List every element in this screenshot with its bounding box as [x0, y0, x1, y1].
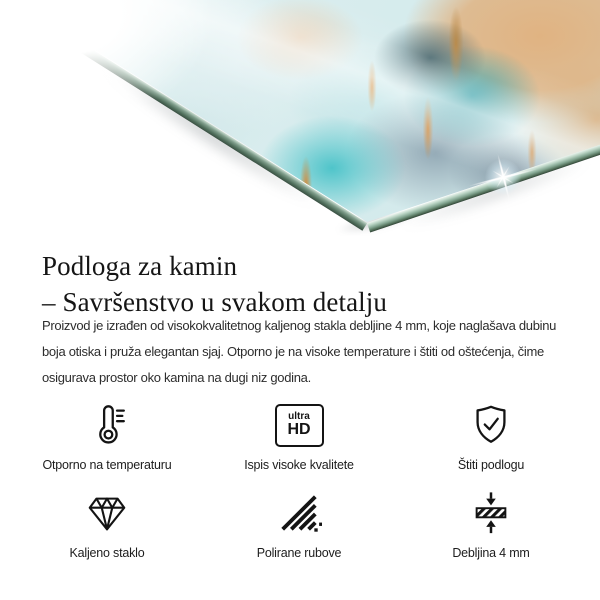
feature-protection	[395, 400, 587, 472]
feature-label: Polirane rubove	[256, 546, 342, 560]
thermometer-icon	[84, 400, 130, 450]
page-title	[42, 248, 387, 320]
description-line: osigurava prostor oko kamina na dugi niz godina.	[42, 370, 311, 385]
thickness-icon	[468, 488, 514, 538]
description-line: boja otiska i pruža elegantan sjaj. Otporno je na visoke temperature i štiti od oštećenja, čime	[42, 344, 544, 359]
page-title-line2: – Savršenstvo u svakom detalju	[42, 287, 387, 318]
feature-label: Debljina 4 mm	[452, 546, 530, 560]
feature-tempered-glass	[11, 488, 203, 560]
feature-label: Otporno na temperaturu	[42, 458, 172, 472]
shield-check-icon	[468, 400, 514, 450]
hero-product-image	[0, 0, 600, 236]
description-line: Proizvod je izrađen od visokokvalitetnog kaljenog stakla debljine 4 mm, koje naglašava dubinu	[42, 318, 557, 333]
ultra-hd-icon	[275, 400, 324, 450]
feature-print-quality	[203, 400, 395, 472]
diamond-icon	[84, 488, 130, 538]
feature-thickness	[395, 488, 587, 560]
ultra-hd-icon-text-bottom: HD	[287, 421, 311, 438]
feature-temperature	[11, 400, 203, 472]
feature-label: Ispis visoke kvalitete	[244, 458, 354, 472]
feature-polished-edges	[203, 488, 395, 560]
feature-grid	[11, 400, 587, 560]
ultra-hd-icon-text-top: ultra	[288, 411, 310, 422]
feature-label: Kaljeno staklo	[69, 546, 145, 560]
polished-edge-icon	[276, 488, 322, 538]
page-title-line1: Podloga za kamin	[42, 251, 238, 282]
feature-label: Štiti podlogu	[457, 458, 525, 472]
product-description	[42, 313, 556, 391]
